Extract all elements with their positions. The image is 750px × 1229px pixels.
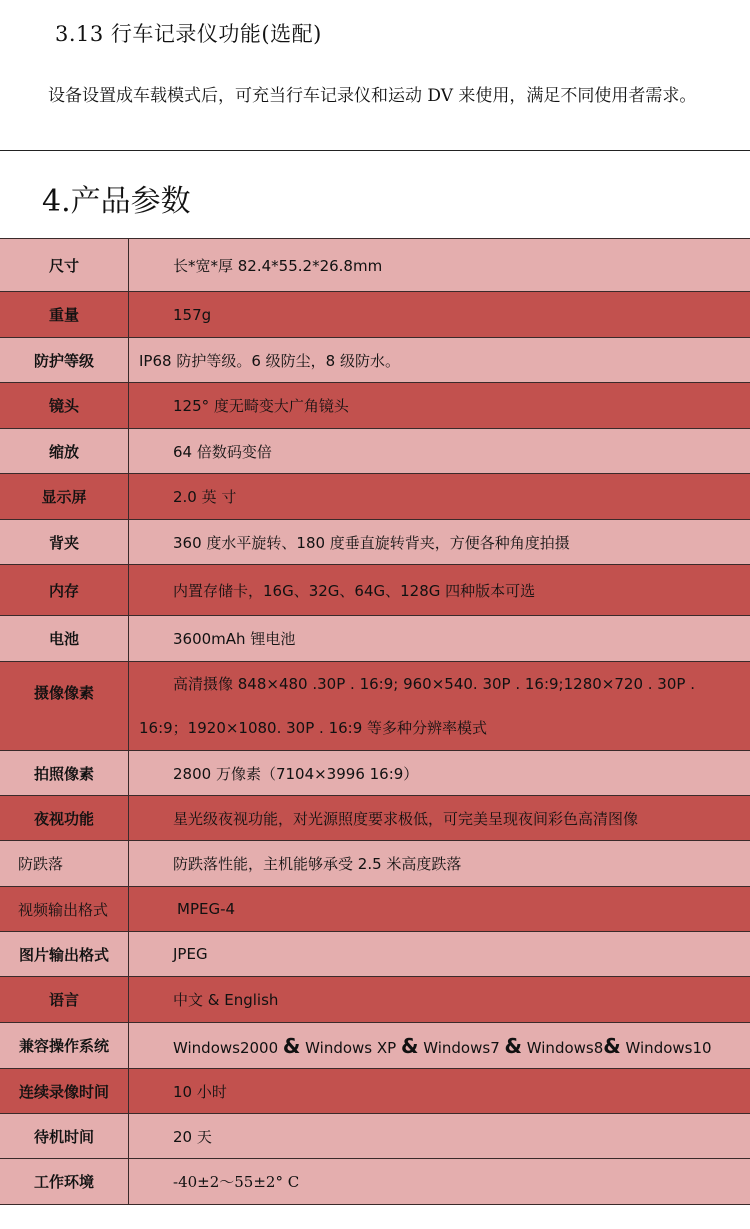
spec-value: 长*宽*厚 82.4*55.2*26.8mm — [129, 239, 750, 292]
os-separator: & — [282, 1033, 301, 1058]
spec-label: 兼容操作系统 — [0, 1023, 129, 1069]
spec-row — [0, 565, 750, 616]
spec-label: 语言 — [0, 977, 129, 1023]
spec-value: 防跌落性能，主机能够承受 2.5 米高度跌落 — [129, 841, 750, 887]
spec-value: IP68 防护等级。6 级防尘，8 级防水。 — [129, 338, 750, 383]
section-paragraph: 设备设置成车载模式后，可充当行车记录仪和运动 DV 来使用，满足不同使用者需求。 — [48, 86, 697, 106]
spec-label: 重量 — [0, 292, 129, 338]
spec-row — [0, 429, 750, 474]
spec-row — [0, 520, 750, 565]
spec-label: 视频输出格式 — [0, 887, 129, 932]
spec-value: 2800 万像素（7104×3996 16:9） — [129, 751, 750, 796]
spec-label: 拍照像素 — [0, 751, 129, 796]
spec-row — [0, 1069, 750, 1114]
spec-row — [0, 1114, 750, 1159]
spec-label: 防护等级 — [0, 338, 129, 383]
spec-label: 显示屏 — [0, 474, 129, 520]
os-item: Windows8 — [526, 1038, 604, 1057]
spec-value: 360 度水平旋转、180 度垂直旋转背夹，方便各种角度拍摄 — [129, 520, 750, 565]
spec-label: 工作环境 — [0, 1159, 129, 1205]
spec-label: 连续录像时间 — [0, 1069, 129, 1114]
spec-label: 电池 — [0, 616, 129, 662]
os-separator: & — [504, 1033, 522, 1058]
section-title: 3.13 行车记录仪功能(选配) — [55, 22, 322, 46]
spec-value: 10 小时 — [129, 1069, 750, 1114]
spec-row — [0, 292, 750, 338]
spec-row — [0, 977, 750, 1023]
spec-label: 夜视功能 — [0, 796, 129, 841]
spec-value: 125° 度无畸变大广角镜头 — [129, 383, 750, 429]
divider — [0, 150, 750, 151]
spec-label: 内存 — [0, 565, 129, 616]
spec-value: 内置存储卡，16G、32G、64G、128G 四种版本可选 — [129, 565, 750, 616]
spec-label: 背夹 — [0, 520, 129, 565]
spec-row — [0, 1023, 750, 1069]
spec-value-line: 高清摄像 848×480 .30P . 16:9; 960×540. 30P . 16:9;1280×720 . 30P . — [173, 675, 695, 693]
spec-row — [0, 932, 750, 977]
os-item: Windows10 — [625, 1038, 712, 1057]
spec-row — [0, 474, 750, 520]
spec-value: 3600mAh 锂电池 — [129, 616, 750, 662]
spec-label: 摄像像素 — [0, 662, 129, 751]
spec-label: 镜头 — [0, 383, 129, 429]
spec-label: 待机时间 — [0, 1114, 129, 1159]
spec-row — [0, 338, 750, 383]
spec-row — [0, 383, 750, 429]
spec-value: 64 倍数码变倍 — [129, 429, 750, 474]
spec-row — [0, 841, 750, 887]
spec-value: 星光级夜视功能，对光源照度要求极低，可完美呈现夜间彩色高清图像 — [129, 796, 750, 841]
spec-value: -40±2～55±2° C — [129, 1159, 750, 1205]
spec-row — [0, 887, 750, 932]
spec-value-line: 16:9；1920×1080. 30P . 16:9 等多种分辨率模式 — [139, 719, 488, 737]
spec-label: 图片输出格式 — [0, 932, 129, 977]
spec-label: 防跌落 — [0, 841, 129, 887]
spec-value: 中文 & English — [129, 977, 750, 1023]
spec-row — [0, 239, 750, 292]
spec-row — [0, 662, 750, 751]
os-item: Windows7 — [423, 1038, 500, 1057]
os-item: Windows2000 — [173, 1038, 279, 1057]
spec-value: MPEG-4 — [129, 887, 750, 932]
spec-value: JPEG — [129, 932, 750, 977]
page-heading: 4.产品参数 — [42, 184, 191, 219]
spec-row — [0, 616, 750, 662]
os-item: Windows XP — [305, 1038, 397, 1057]
spec-value — [129, 1023, 750, 1069]
os-separator: & — [401, 1033, 419, 1058]
os-separator: & — [603, 1033, 621, 1058]
spec-label: 缩放 — [0, 429, 129, 474]
spec-row — [0, 796, 750, 841]
spec-row — [0, 751, 750, 796]
spec-label: 尺寸 — [0, 239, 129, 292]
spec-value: 2.0 英 寸 — [129, 474, 750, 520]
spec-row — [0, 1159, 750, 1205]
spec-value: 20 天 — [129, 1114, 750, 1159]
spec-value — [129, 662, 750, 751]
spec-value: 157g — [129, 292, 750, 338]
spec-table — [0, 238, 750, 1205]
